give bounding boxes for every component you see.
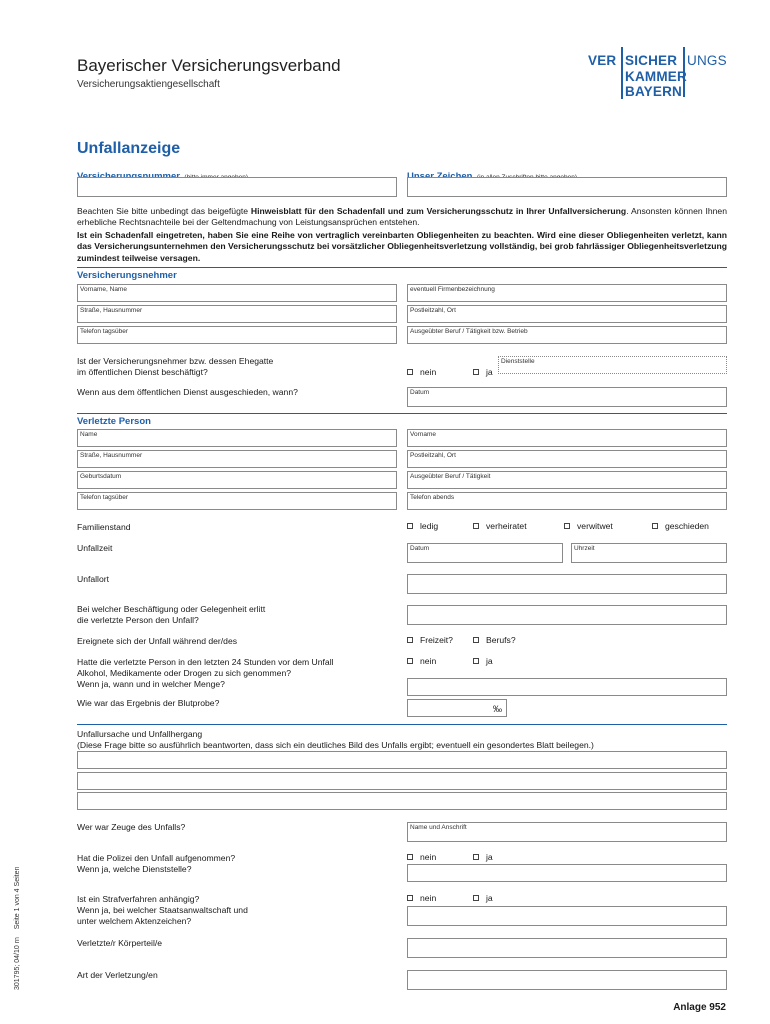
notice-p2: Ist ein Schadenfall eingetreten, haben Sie eine Reihe von vertraglich vereinbarten Obliegenheiten zu beachten. Wird eine dieser Obliegenheiten verletzt, kann das Versicherungsunternehmen den Versicherungsschutz bei vorsätzlicher Obliegenheitsverletzung vollständig, bei grob fahrlässiger Obliegenheitsverletzung zumindest teilweise versagen.: [77, 230, 727, 263]
unfallort-field[interactable]: [407, 574, 727, 594]
vp-telefon-field[interactable]: Telefon tagsüber: [77, 492, 397, 510]
vn-beruf-field[interactable]: Ausgeübter Beruf / Tätigkeit bzw. Betrieb: [407, 326, 727, 344]
fs-ledig-label: ledig: [420, 521, 439, 531]
vn-plz-field[interactable]: Postleitzahl, Ort: [407, 305, 727, 323]
logo: [588, 45, 728, 107]
alkohol-question: Hatte die verletzte Person in den letzten 24 Stunden vor dem Unfall Alkohol, Medikamente oder Drogen zu sich genommen? Wenn ja, wann und in welcher Menge?: [77, 657, 334, 689]
vn-ausgeschieden-datum-field[interactable]: Datum: [407, 387, 727, 407]
vn-dienst-question: Ist der Versicherungsnehmer bzw. dessen Ehegatte im öffentlichen Dienst beschäftigt?: [77, 356, 274, 377]
logo-bayern: BAYERN: [625, 84, 682, 99]
fs-geschieden-label: geschieden: [665, 521, 709, 531]
vp-plz-field[interactable]: Postleitzahl, Ort: [407, 450, 727, 468]
logo-ungs: UNGS: [687, 53, 727, 68]
straf-ja-label: ja: [486, 893, 493, 903]
straf-nein-label: nein: [420, 893, 437, 903]
unfallzeit-label: Unfallzeit: [77, 543, 113, 553]
vnr-input[interactable]: [77, 177, 397, 197]
berufs-checkbox[interactable]: [473, 637, 479, 643]
freizeit-checkbox[interactable]: [407, 637, 413, 643]
section-versicherungsnehmer: Versicherungsnehmer: [77, 270, 177, 281]
fs-verwitwet-checkbox[interactable]: [564, 523, 570, 529]
vn-dienst-ja-checkbox[interactable]: [473, 369, 479, 375]
hergang-label: Unfallursache und Unfallhergang (Diese Frage bitte so ausführlich beantworten, dass sich ein deutliches Bild des Unfalls ergibt; eventuell ein gesondertes Blatt beilegen.): [77, 729, 594, 750]
polizei-ja-label: ja: [486, 852, 493, 862]
straf-nein-checkbox[interactable]: [407, 895, 413, 901]
freizeit-label: Freizeit?: [420, 635, 453, 645]
zeichen-input[interactable]: [407, 177, 727, 197]
vn-dienst-nein-checkbox[interactable]: [407, 369, 413, 375]
polizei-nein-checkbox[interactable]: [407, 854, 413, 860]
hergang-line-1[interactable]: [77, 751, 727, 769]
alkohol-ja-checkbox[interactable]: [473, 658, 479, 664]
alkohol-ja-label: ja: [486, 656, 493, 666]
blutprobe-question: Wie war das Ergebnis der Blutprobe?: [77, 698, 220, 708]
org-name: Bayerischer Versicherungsverband: [77, 56, 341, 75]
vn-firma-field[interactable]: eventuell Firmenbezeichnung: [407, 284, 727, 302]
fs-verwitwet-label: verwitwet: [577, 521, 613, 531]
notice-p1: Beachten Sie bitte unbedingt das beigefügte Hinweisblatt für den Schadenfall und zum Versicherungsschutz in Ihrer Unfallversicherung. Ansonsten können Ihnen erhebliche Rechtsnachteile bei der Geltendmachung von Leistungsansprüchen entstehen.: [77, 206, 727, 228]
fs-verheiratet-checkbox[interactable]: [473, 523, 479, 529]
verletzung-label: Art der Verletzung/en: [77, 970, 158, 980]
berufs-label: Berufs?: [486, 635, 516, 645]
vn-name-field[interactable]: Vorname, Name: [77, 284, 397, 302]
polizei-question: Hat die Polizei den Unfall aufgenommen? Wenn ja, welche Dienststelle?: [77, 853, 236, 874]
straf-question: Ist ein Strafverfahren anhängig? Wenn ja, bei welcher Staatsanwaltschaft und unter welchem Aktenzeichen?: [77, 894, 248, 926]
section-verletzte-person: Verletzte Person: [77, 416, 151, 427]
polizei-ja-checkbox[interactable]: [473, 854, 479, 860]
alkohol-nein-checkbox[interactable]: [407, 658, 413, 664]
hergang-line-2[interactable]: [77, 772, 727, 790]
anlage-label: Anlage 952: [673, 1002, 726, 1013]
hergang-line-3[interactable]: [77, 792, 727, 810]
straf-details-field[interactable]: [407, 906, 727, 926]
beschaeftigung-question: Bei welcher Beschäftigung oder Gelegenheit erlitt die verletzte Person den Unfall?: [77, 604, 266, 625]
vn-dienst-ja-label: ja: [486, 367, 493, 377]
vp-strasse-field[interactable]: Straße, Hausnummer: [77, 450, 397, 468]
zeuge-question: Wer war Zeuge des Unfalls?: [77, 822, 186, 832]
fs-geschieden-checkbox[interactable]: [652, 523, 658, 529]
blutprobe-field[interactable]: ‰: [407, 699, 507, 717]
verletzung-field[interactable]: [407, 970, 727, 990]
vp-geburtsdatum-field[interactable]: Geburtsdatum: [77, 471, 397, 489]
side-code: 301795; 04/10 rn Seite 1 von 4 Seiten: [14, 866, 21, 990]
fs-ledig-checkbox[interactable]: [407, 523, 413, 529]
unfallzeit-uhrzeit-field[interactable]: Uhrzeit: [571, 543, 727, 563]
unfallort-label: Unfallort: [77, 574, 109, 584]
vp-telefon-abends-field[interactable]: Telefon abends: [407, 492, 727, 510]
beschaeftigung-field[interactable]: [407, 605, 727, 625]
koerperteil-label: Verletzte/r Körperteil/e: [77, 938, 163, 948]
vp-vorname-field[interactable]: Vorname: [407, 429, 727, 447]
org-subtitle: Versicherungsaktiengesellschaft: [77, 79, 220, 90]
fs-verheiratet-label: verheiratet: [486, 521, 527, 531]
straf-ja-checkbox[interactable]: [473, 895, 479, 901]
polizei-dienststelle-field[interactable]: [407, 864, 727, 882]
polizei-nein-label: nein: [420, 852, 437, 862]
vp-name-field[interactable]: Name: [77, 429, 397, 447]
vn-telefon-field[interactable]: Telefon tagsüber: [77, 326, 397, 344]
vn-ausgeschieden-question: Wenn aus dem öffentlichen Dienst ausgeschieden, wann?: [77, 387, 298, 397]
koerperteil-field[interactable]: [407, 938, 727, 958]
page-title: Unfallanzeige: [77, 140, 181, 157]
vn-strasse-field[interactable]: Straße, Hausnummer: [77, 305, 397, 323]
logo-sicher: SICHER: [625, 53, 678, 68]
vp-beruf-field[interactable]: Ausgeübter Beruf / Tätigkeit: [407, 471, 727, 489]
vn-dienst-nein-label: nein: [420, 367, 437, 377]
alkohol-nein-label: nein: [420, 656, 437, 666]
unfallzeit-datum-field[interactable]: Datum: [407, 543, 563, 563]
zeuge-field[interactable]: Name und Anschrift: [407, 822, 727, 842]
logo-ver: VER: [588, 53, 617, 68]
familienstand-label: Familienstand: [77, 522, 131, 532]
logo-kammer: KAMMER: [625, 69, 687, 84]
vn-dienststelle-field[interactable]: Dienststelle: [498, 356, 727, 374]
alkohol-details-field[interactable]: [407, 678, 727, 696]
waehrend-question: Ereignete sich der Unfall während der/des: [77, 636, 238, 646]
